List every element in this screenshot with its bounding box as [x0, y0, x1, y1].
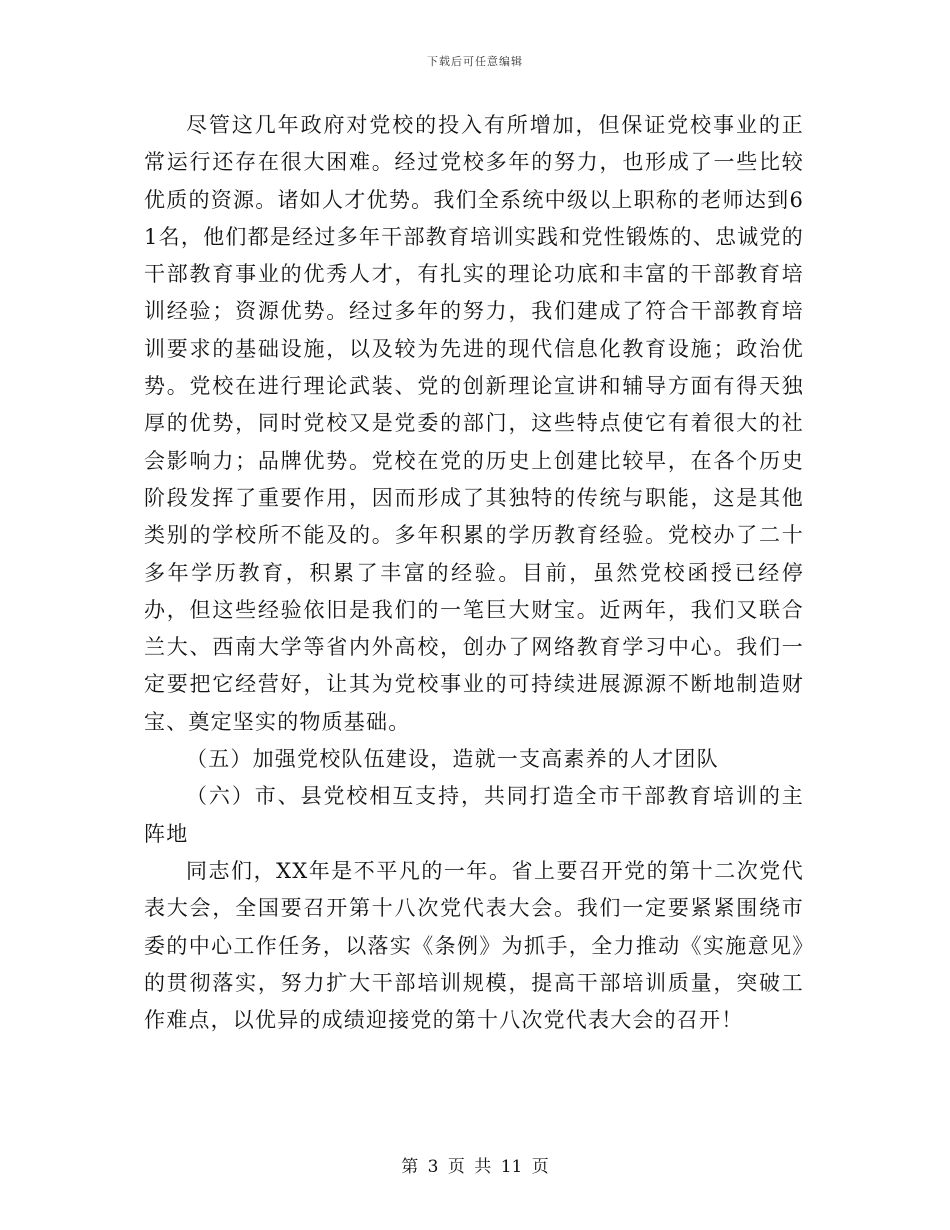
page-header: 下载后可任意编辑 [427, 55, 523, 68]
paragraph-section-six: （六）市、县党校相互支持，共同打造全市干部教育培训的主阵地 [144, 784, 804, 846]
paragraph-section-five: （五）加强党校队伍建设，造就一支高素养的人才团队 [186, 747, 719, 772]
page-number: 第 3 页 共 11 页 [401, 1157, 549, 1177]
document-body [144, 107, 804, 1039]
paragraph-resources: 尽管这几年政府对党校的投入有所增加，但保证党校事业的正常运行还存在很大困难。经过党校多年的努力，也形成了一些比较优质的资源。诸如人才优势。我们全系统中级以上职称的老师达到61名，他们都是经过多年干部教育培训实践和党性锻炼的、忠诚党的干部教育事业的优秀人才，有扎实的理论功底和丰富的干部教育培训经验；资源优势。经过多年的努力，我们建成了符合干部教育培训要求的基础设施，以及较为先进的现代信息化教育设施；政治优势。党校在进行理论武装、党的创新理论宣讲和辅导方面有得天独厚的优势，同时党校又是党委的部门，这些特点使它有着很大的社会影响力；品牌优势。党校在党的历史上创建比较早，在各个历史阶段发挥了重要作用，因而形成了其独特的传统与职能，这是其他类别的学校所不能及的。多年积累的学历教育经验。党校办了二十多年学历教育，积累了丰富的经验。目前，虽然党校函授已经停办，但这些经验依旧是我们的一笔巨大财宝。近两年，我们又联合兰大、西南大学等省内外高校，创办了网络教育学习中心。我们一定要把它经营好，让其为党校事业的可持续进展源源不断地制造财宝、奠定坚实的物质基础。 [144, 113, 804, 734]
paragraph-closing: 同志们，XX年是不平凡的一年。省上要召开党的第十二次党代表大会，全国要召开第十八次党代表大会。我们一定要紧紧围绕市委的中心工作任务，以落实《条例》为抓手，全力推动《实施意见》的贯彻落实，努力扩大干部培训规模，提高干部培训质量，突破工作难点，以优异的成绩迎接党的第十八次党代表大会的召开！ [144, 858, 804, 1033]
